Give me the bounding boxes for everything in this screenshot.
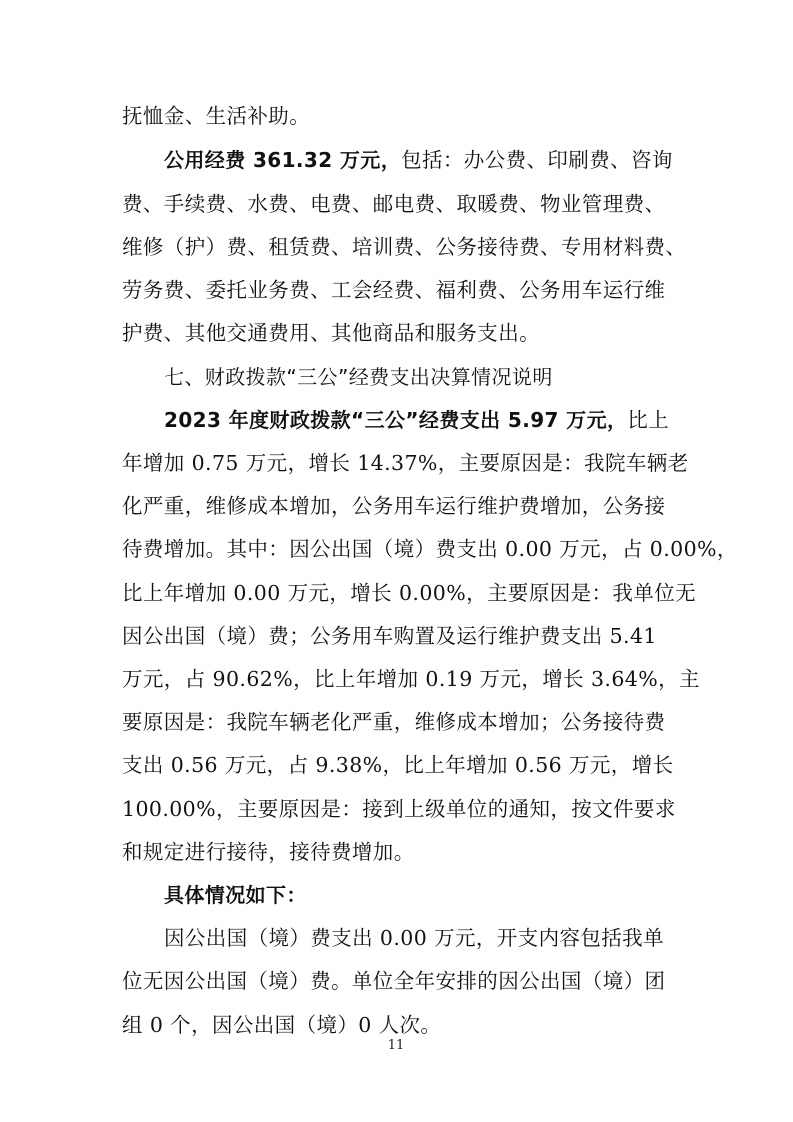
- text-line: 比上年增加 0.00 万元，增长 0.00%，主要原因是：我单位无: [122, 581, 697, 605]
- text-line: 因公出国（境）费支出 0.00 万元，开支内容包括我单: [164, 926, 664, 950]
- three-public-total: 2023 年度财政拨款“三公”经费支出 5.97 万元，: [164, 408, 628, 432]
- text-line: 要原因是：我院车辆老化严重，维修成本增加；公务接待费: [122, 710, 666, 734]
- text-line: 和规定进行接待，接待费增加。: [122, 840, 415, 864]
- text-line: 劳务费、委托业务费、工会经费、福利费、公务用车运行维: [122, 278, 666, 302]
- public-expense-paragraph-start: [164, 140, 674, 180]
- text-line: 支出 0.56 万元，占 9.38%，比上年增加 0.56 万元，增长: [122, 753, 674, 777]
- page-number: 11: [387, 1038, 405, 1053]
- text-span: 包括：办公费、印刷费、咨询: [401, 148, 673, 172]
- text-line: 年增加 0.75 万元，增长 14.37%，主要原因是：我院车辆老: [122, 451, 689, 475]
- text-line: 因公出国（境）费；公务用车购置及运行维护费支出 5.41: [122, 624, 657, 648]
- text-line: 100.00%，主要原因是：接到上级单位的通知，按文件要求: [122, 797, 676, 821]
- text-line: 组 0 个，因公出国（境）0 人次。: [122, 1013, 442, 1037]
- text-line: 待费增加。其中：因公出国（境）费支出 0.00 万元，占 0.00%，: [122, 537, 738, 561]
- detail-heading: 具体情况如下：: [164, 883, 307, 907]
- text-line: 万元，占 90.62%，比上年增加 0.19 万元，增长 3.64%，主: [122, 667, 700, 691]
- text-line: 护费、其他交通费用、其他商品和服务支出。: [122, 321, 540, 345]
- three-public-summary-start: [164, 400, 674, 440]
- text-line: 维修（护）费、租赁费、培训费、公务接待费、专用材料费、: [122, 235, 687, 259]
- text-line: 抚恤金、生活补助。: [122, 104, 311, 128]
- text-line: 位无因公出国（境）费。单位全年安排的因公出国（境）团: [122, 969, 666, 993]
- public-expense-amount: 公用经费 361.32 万元，: [164, 148, 402, 172]
- section-heading: 七、财政拨款“三公”经费支出决算情况说明: [164, 365, 553, 389]
- text-span: 比上: [627, 408, 670, 432]
- text-line: 费、手续费、水费、电费、邮电费、取暖费、物业管理费、: [122, 192, 666, 216]
- text-line: 化严重，维修成本增加，公务用车运行维护费增加，公务接: [122, 494, 666, 518]
